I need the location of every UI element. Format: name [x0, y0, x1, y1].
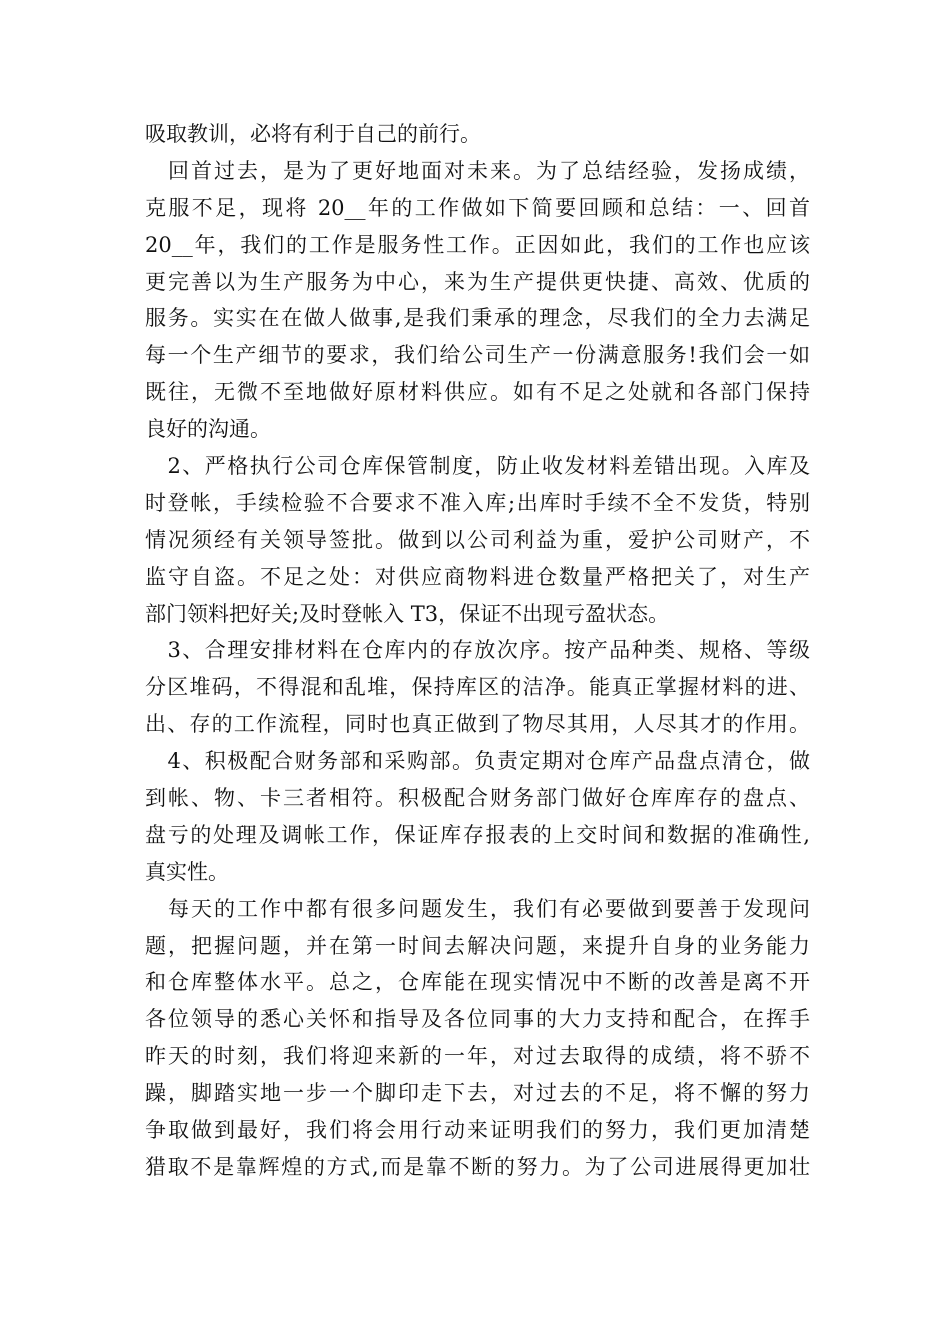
text-line: 良好的沟通。	[145, 417, 271, 442]
text-line: 20__年，我们的工作是服务性工作。正因如此，我们的工作也应该	[145, 232, 810, 257]
text-line: 4、积极配合财务部和采购部。负责定期对仓库产品盘点清仓，做	[145, 749, 810, 774]
text-line: 2、严格执行公司仓库保管制度，防止收发材料差错出现。入库及	[145, 454, 810, 479]
text-line: 和仓库整体水平。总之，仓库能在现实情况中不断的改善是离不开	[145, 970, 810, 995]
document-body	[145, 116, 810, 1186]
text-line: 更完善以为生产服务为中心，来为生产提供更快捷、高效、优质的	[145, 269, 810, 294]
text-line: 猎取不是靠辉煌的方式,而是靠不断的努力。为了公司进展得更加壮	[145, 1154, 810, 1179]
text-line: 克服不足，现将 20__年的工作做如下简要回顾和总结：一、回首	[145, 195, 810, 220]
text-line: 情况须经有关领导签批。做到以公司利益为重，爱护公司财产，不	[145, 527, 810, 552]
text-line: 盘亏的处理及调帐工作，保证库存报表的上交时间和数据的准确性,	[145, 822, 810, 847]
text-line: 3、合理安排材料在仓库内的存放次序。按产品种类、规格、等级	[145, 638, 810, 663]
text-line: 到帐、物、卡三者相符。积极配合财务部门做好仓库库存的盘点、	[145, 786, 810, 811]
text-line: 出、存的工作流程，同时也真正做到了物尽其用，人尽其才的作用。	[145, 712, 810, 737]
text-line: 吸取教训，必将有利于自己的前行。	[145, 122, 481, 146]
text-line: 每天的工作中都有很多问题发生，我们有必要做到要善于发现问	[145, 896, 810, 921]
text-line: 争取做到最好，我们将会用行动来证明我们的努力，我们更加清楚	[145, 1118, 810, 1143]
text-line: 题，把握问题，并在第一时间去解决问题，来提升自身的业务能力	[145, 933, 810, 958]
text-line: 服务。实实在在做人做事,是我们秉承的理念，尽我们的全力去满足	[145, 306, 810, 331]
text-line: 昨天的时刻，我们将迎来新的一年，对过去取得的成绩，将不骄不	[145, 1044, 810, 1069]
text-line: 监守自盗。不足之处：对供应商物料进仓数量严格把关了，对生产	[145, 564, 810, 589]
text-line: 每一个生产细节的要求，我们给公司生产一份满意服务!我们会一如	[145, 343, 810, 368]
text-line: 各位领导的悉心关怀和指导及各位同事的大力支持和配合，在挥手	[145, 1007, 810, 1032]
text-line: 真实性。	[145, 859, 229, 884]
text-line: 时登帐，手续检验不合要求不准入库;出库时手续不全不发货，特别	[145, 490, 810, 515]
text-line: 部门领料把好关;及时登帐入 T3，保证不出现亏盈状态。	[145, 601, 670, 626]
text-line: 躁，脚踏实地一步一个脚印走下去，对过去的不足，将不懈的努力	[145, 1081, 810, 1106]
text-line: 分区堆码，不得混和乱堆，保持库区的洁净。能真正掌握材料的进、	[145, 675, 810, 700]
text-line: 回首过去，是为了更好地面对未来。为了总结经验，发扬成绩，	[145, 158, 810, 183]
text-line: 既往，无微不至地做好原材料供应。如有不足之处就和各部门保持	[145, 380, 810, 405]
